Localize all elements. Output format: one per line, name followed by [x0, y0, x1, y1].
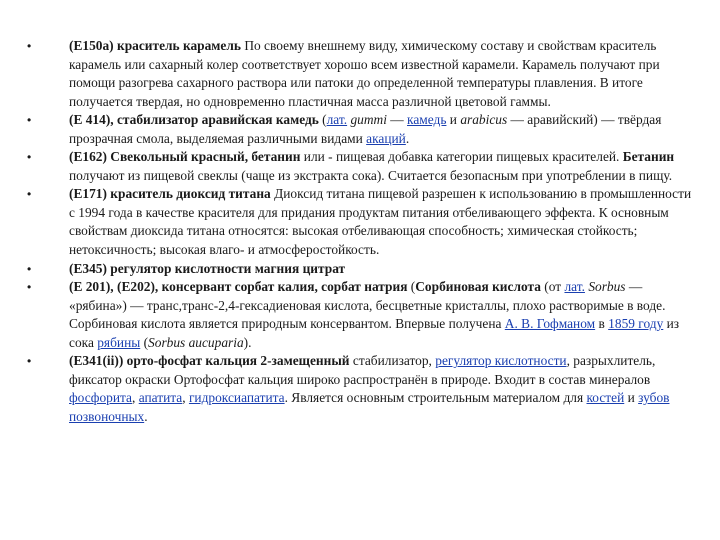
additives-list [0, 37, 720, 426]
body-text: в [595, 316, 609, 332]
body-text: — «рябина») — транс,транс-2,4-гексадиеновая кислота, бесцветные кристаллы, плохо растворимые в воде. Сорбиновая кислота является природным консервантом. Впервые получена [69, 279, 666, 332]
text-link[interactable]: камедь [407, 112, 447, 128]
text-link[interactable]: А. В. Гофманом [504, 316, 596, 332]
bold-term: (E162) Свекольный красный, бетанин [69, 149, 301, 165]
bold-term: Сорбиновая кислота [415, 279, 541, 295]
list-item-e414 [0, 111, 720, 148]
text-link[interactable]: 1859 году [608, 316, 664, 332]
body-text: стабилизатор, [349, 353, 436, 369]
italic-term: arabicus [460, 112, 508, 128]
list-item-e345 [0, 260, 720, 279]
list-item-e201-e202 [0, 278, 720, 352]
bold-term: Бетанин [622, 149, 675, 165]
body-text: , [182, 390, 189, 406]
list-item-e162 [0, 148, 720, 185]
bold-term: (E 414), стабилизатор аравийская камедь [69, 112, 319, 128]
list-item-e150a [0, 37, 720, 111]
body-text: По своему внешнему виду, химическому составу и свойствам краситель карамель или сахарный колер соответствует хорошо всем известной карамели. Карамель получают при помощи разогрева сахарного раствора или патоки до определенной температуры плавления. В итоге получается твердая, но одновременно пластичная масса различной цветовой гаммы. [69, 38, 660, 109]
body-text: получают из пищевой свеклы (чаще из экстракта сока). Считается безопасным при употреблении в пищу. [69, 167, 673, 183]
bold-term: (E171) краситель диоксид титана [69, 186, 271, 202]
italic-term: gummi [350, 112, 387, 128]
text-link[interactable]: костей [586, 390, 625, 406]
text-link[interactable]: лат. [564, 279, 585, 295]
text-link[interactable]: рябины [97, 334, 141, 350]
body-text: . Является основным строительным материалом для [284, 390, 587, 406]
bullet-marker: • [27, 187, 32, 202]
bullet-marker: • [27, 280, 32, 295]
text-link[interactable]: фосфорита [69, 390, 133, 406]
bullet-marker: • [27, 354, 32, 369]
bullet-marker: • [27, 39, 32, 53]
body-text: из сока [69, 316, 680, 350]
bold-term: (E 201), (E202), консервант сорбат калия, сорбат натрия [69, 279, 408, 295]
bold-term: (E345) регулятор кислотности магния цитрат [69, 260, 346, 276]
body-text: — аравийский) — твёрдая прозрачная смола, выделяемая различными видами [69, 112, 662, 146]
body-text: . [405, 130, 410, 146]
bullet-marker: • [27, 150, 32, 165]
body-text: или - пищевая добавка категории пищевых красителей. [300, 149, 623, 165]
body-text: ( [140, 334, 149, 350]
text-link[interactable]: акаций [366, 130, 406, 146]
body-text: . [144, 408, 148, 424]
body-text: ). [243, 334, 252, 350]
text-link[interactable]: гидроксиапатита [188, 390, 285, 406]
body-text: — [386, 112, 408, 128]
body-text: и [446, 112, 461, 128]
text-link[interactable]: апатита [138, 390, 183, 406]
text-link[interactable]: зубов [638, 390, 670, 406]
text-link[interactable]: позвоночных [69, 408, 145, 424]
bold-term: (E150a) краситель карамель [69, 38, 241, 53]
body-text: , разрыхлитель, фиксатор окраски Ортофосфат кальция широко распространён в природе. Входит в состав минералов [69, 353, 656, 387]
italic-term: Sorbus aucuparia [148, 334, 244, 350]
bullet-marker: • [27, 261, 32, 276]
list-item-e341 [0, 352, 720, 426]
body-text: (от [540, 279, 565, 295]
body-text: , [132, 390, 139, 406]
body-text: ( [407, 279, 416, 295]
body-text: и [624, 390, 639, 406]
italic-term: Sorbus [588, 279, 626, 295]
text-link[interactable]: лат. [326, 112, 348, 128]
body-text: Диоксид титана пищевой разрешен к использованию в промышленности с 1994 года в качестве красителя для придания продуктам питания отбеливающего эффекта. К основным свойствам диоксида титана относятся: высокая отбеливающая способность; химическая стойкость; нетоксичность; высокая влаго- и атмосферостойкость. [69, 186, 692, 258]
text-link[interactable]: регулятор кислотности [435, 353, 567, 369]
list-item-e171 [0, 185, 720, 259]
bold-term: (E341(ii)) орто-фосфат кальция 2-замещенный [69, 353, 350, 369]
bullet-marker: • [27, 113, 32, 128]
body-text: ( [318, 112, 327, 128]
